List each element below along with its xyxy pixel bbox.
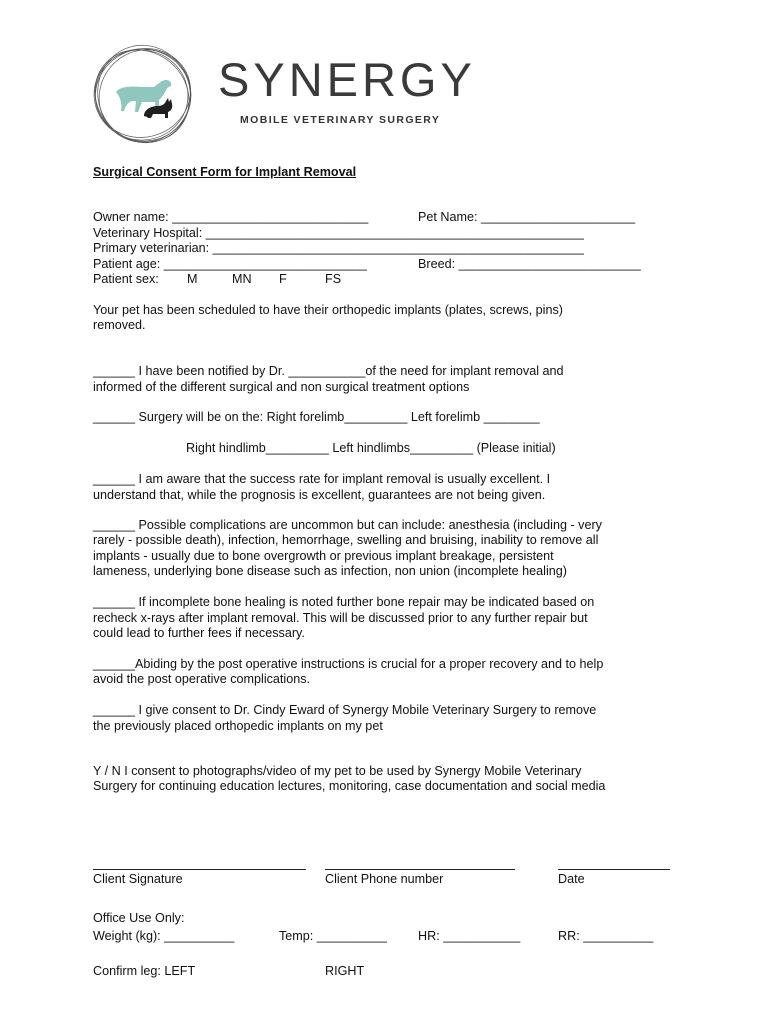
- patient-sex-label: Patient sex:: [93, 272, 159, 286]
- notified-initial-line2: informed of the different surgical and non surgical treatment options: [93, 380, 470, 394]
- post-op-line1[interactable]: ______Abiding by the post operative instructions is crucial for a proper recovery and to help: [93, 657, 604, 671]
- success-rate-line2: understand that, while the prognosis is excellent, guarantees are not being given.: [93, 488, 546, 502]
- temp-field[interactable]: Temp: __________: [279, 929, 387, 943]
- owner-name-field[interactable]: Owner name: ____________________________: [93, 210, 369, 224]
- weight-field[interactable]: Weight (kg): __________: [93, 929, 235, 943]
- rr-field[interactable]: RR: __________: [558, 929, 654, 943]
- complications-line3: implants - usually due to bone overgrowth or previous implant breakage, persistent: [93, 549, 554, 563]
- intro-text-line1: Your pet has been scheduled to have their orthopedic implants (plates, screws, pins): [93, 303, 563, 317]
- bone-healing-line2: recheck x-rays after implant removal. This will be discussed prior to any further repair but: [93, 611, 588, 625]
- sex-option-mn[interactable]: MN: [232, 272, 252, 286]
- complications-line2: rarely - possible death), infection, hemorrhage, swelling and bruising, inability to remove all: [93, 533, 599, 547]
- date-line[interactable]: [558, 869, 670, 870]
- client-signature-label: Client Signature: [93, 872, 183, 886]
- veterinary-hospital-field[interactable]: Veterinary Hospital: ______________________________________________________: [93, 226, 584, 240]
- success-rate-line1[interactable]: ______ I am aware that the success rate for implant removal is usually excellent. I: [93, 472, 551, 486]
- client-phone-label: Client Phone number: [325, 872, 444, 886]
- patient-age-field[interactable]: Patient age: _____________________________: [93, 257, 367, 271]
- intro-text-line2: removed.: [93, 318, 146, 332]
- brand-name: SYNERGY: [218, 53, 476, 106]
- confirm-leg-right[interactable]: RIGHT: [325, 964, 365, 978]
- sex-option-f[interactable]: F: [279, 272, 287, 286]
- complications-line1[interactable]: ______ Possible complications are uncommon but can include: anesthesia (including - very: [93, 518, 602, 532]
- client-phone-line[interactable]: [325, 869, 515, 870]
- office-use-heading: Office Use Only:: [93, 911, 185, 925]
- primary-veterinarian-field[interactable]: Primary veterinarian: _____________________________________________________: [93, 241, 584, 255]
- notified-initial-line1[interactable]: ______ I have been notified by Dr. ___________of the need for implant removal and: [93, 364, 564, 378]
- surgery-limb-line[interactable]: ______ Surgery will be on the: Right forelimb_________ Left forelimb ________: [93, 410, 540, 424]
- brand-tagline: MOBILE VETERINARY SURGERY: [240, 114, 441, 126]
- post-op-line2: avoid the post operative complications.: [93, 672, 311, 686]
- client-signature-line[interactable]: [93, 869, 306, 870]
- confirm-leg-left[interactable]: Confirm leg: LEFT: [93, 964, 196, 978]
- bone-healing-line1[interactable]: ______ If incomplete bone healing is noted further bone repair may be indicated based on: [93, 595, 595, 609]
- form-title: Surgical Consent Form for Implant Removal: [93, 165, 357, 179]
- bone-healing-line3: could lead to further fees if necessary.: [93, 626, 305, 640]
- consent-line2: the previously placed orthopedic implants on my pet: [93, 719, 383, 733]
- date-label: Date: [558, 872, 585, 886]
- photo-consent-line1[interactable]: Y / N I consent to photographs/video of my pet to be used by Synergy Mobile Veterinary: [93, 764, 582, 778]
- breed-field[interactable]: Breed: __________________________: [418, 257, 641, 271]
- sex-option-m[interactable]: M: [187, 272, 198, 286]
- hr-field[interactable]: HR: ___________: [418, 929, 521, 943]
- photo-consent-line2: Surgery for continuing education lectures, monitoring, case documentation and social media: [93, 779, 606, 793]
- sex-option-fs[interactable]: FS: [325, 272, 342, 286]
- hindlimb-line[interactable]: Right hindlimb_________ Left hindlimbs_________ (Please initial): [186, 441, 556, 455]
- complications-line4: lameness, underlying bone disease such as infection, non union (incomplete healing): [93, 564, 567, 578]
- consent-line1[interactable]: ______ I give consent to Dr. Cindy Eward of Synergy Mobile Veterinary Surgery to remove: [93, 703, 597, 717]
- pet-name-field[interactable]: Pet Name: ______________________: [418, 210, 636, 224]
- synergy-logo-icon: [88, 40, 198, 150]
